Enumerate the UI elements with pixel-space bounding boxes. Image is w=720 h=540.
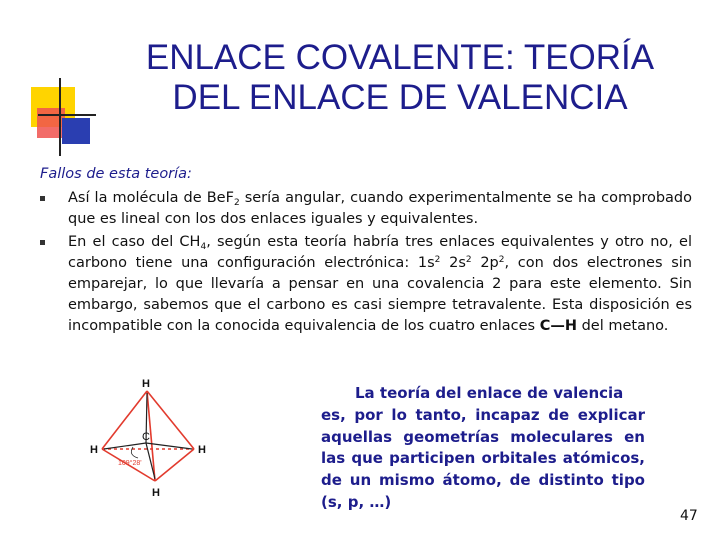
section-subtitle: Fallos de esta teoría: (40, 166, 192, 182)
decor-horizontal-line (38, 114, 96, 116)
bullet-item-ch4: En el caso del $CH_4$, según esta teoría habría tres enlaces equivalentes y otro no, el carbono tiene una configuración electrónica: $1s^2$ $2s^2$ $2p^2$, con dos electrones sin emparejar, lo que llevaría a pensar en una covalencia 2 para este elemento. Sin embargo, sabemos que el carbono es casi siempre tetravalente. Esta disposición es incompatible con la conocida equivalencia de los cuatro enlaces C—H del metano. (40, 232, 692, 337)
conclusion-rest: es, por lo tanto, incapaz de explicar aquellas geometrías moleculares en las que participen orbitales atómicos, de un mismo átomo, de distinto tipo (s, p, …) (321, 405, 645, 511)
decor-blue-square (62, 118, 90, 144)
methane-tetrahedron-diagram (88, 375, 220, 503)
ch-bond-label: C—H (539, 318, 577, 334)
atom-c-center: C (142, 431, 150, 443)
decor-vertical-line (59, 78, 61, 156)
conclusion-text (321, 383, 645, 514)
atom-h-right: H (198, 444, 206, 456)
atom-h-left: H (90, 444, 98, 456)
page-number: 47 (680, 508, 698, 524)
slide-title (100, 38, 700, 118)
atom-h-bottom: H (152, 487, 160, 499)
bond-angle-label: 109°28' (118, 460, 142, 467)
bullet-item-befe2: Así la molécula de BeF$_2$ sería angular, cuando experimentalmente se ha comprobado que es lineal con los dos enlaces iguales y equivalentes. (40, 188, 692, 230)
conclusion-line-1: La teoría del enlace de valencia (355, 384, 624, 402)
atom-h-top: H (142, 378, 150, 390)
title-line-1: ENLACE COVALENTE: TEORÍA (145, 38, 655, 77)
square-bullet-icon (40, 196, 45, 201)
square-bullet-icon (40, 240, 45, 245)
title-line-2: DEL ENLACE DE VALENCIA (172, 78, 628, 117)
bullet-list (40, 188, 692, 339)
